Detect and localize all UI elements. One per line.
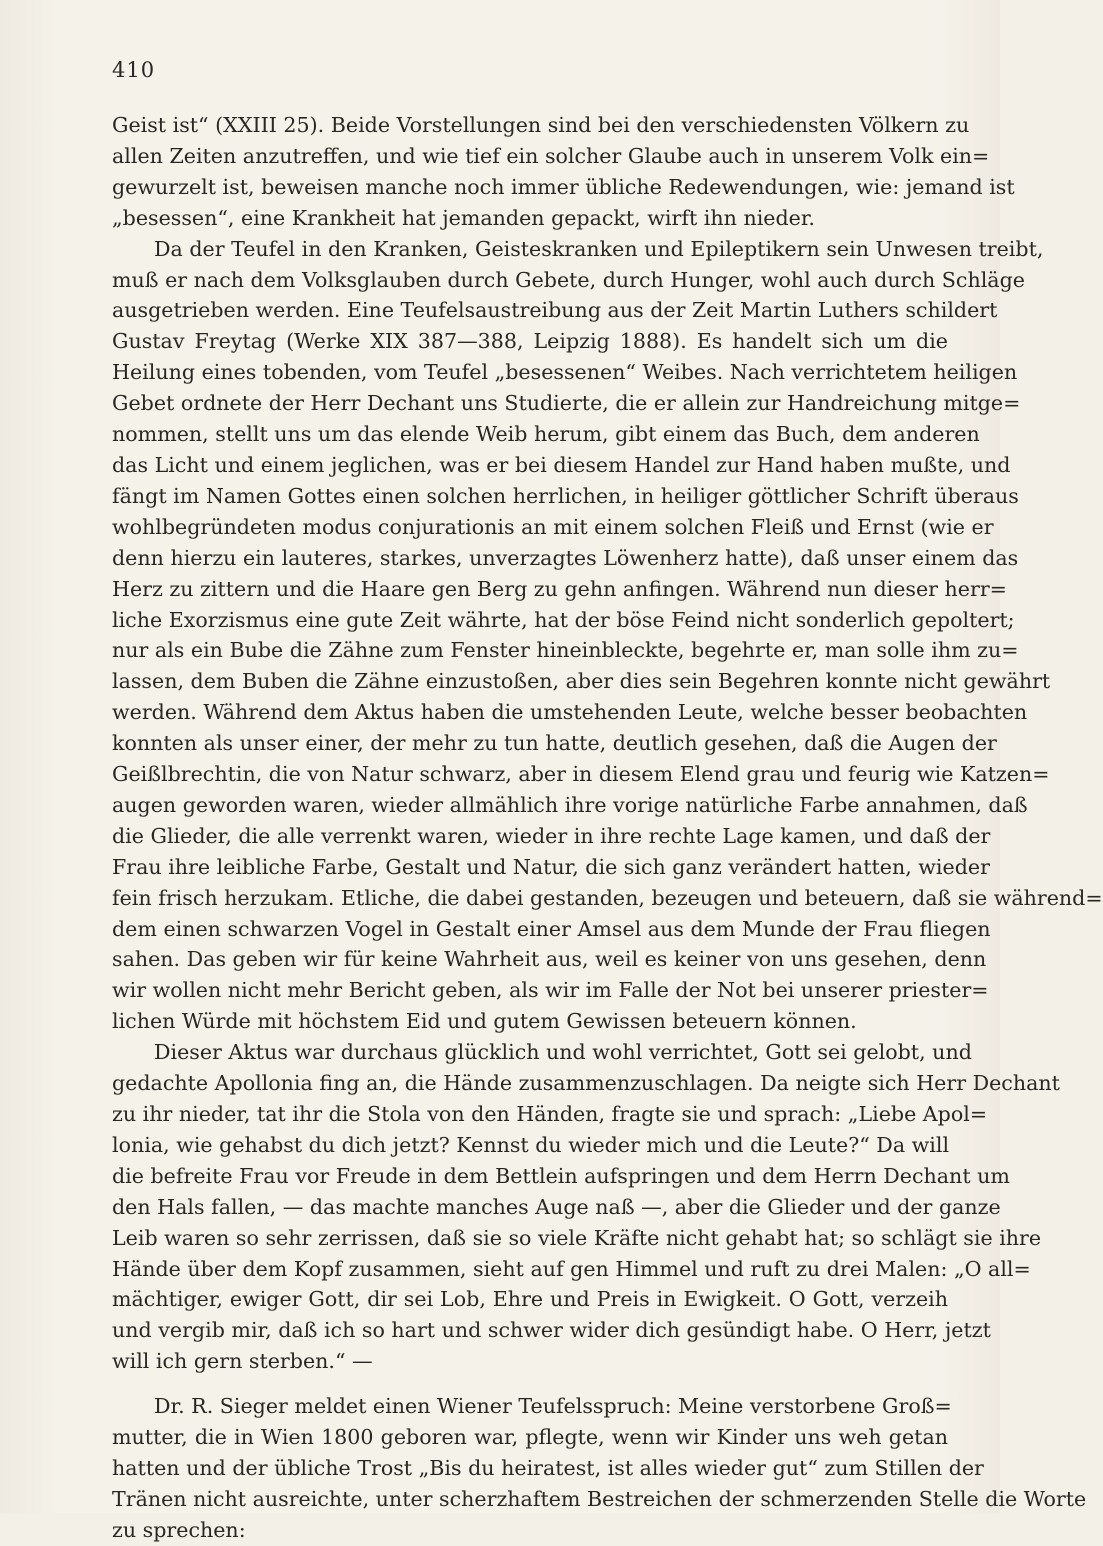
text-line: Tränen nicht ausreichte, unter scherzhaftem Bestreichen der schmerzenden Stelle die Worte (112, 1486, 1087, 1511)
text-line: konnten als unser einer, der mehr zu tun hatte, deutlich gesehen, daß die Augen der (112, 731, 997, 756)
text-line: hatten und der übliche Trost „Bis du heiratest, ist alles wieder gut“ zum Stillen der (112, 1455, 984, 1480)
text-line: Hände über dem Kopf zusammen, sieht auf gen Himmel und ruft zu drei Malen: „O all= (112, 1256, 1031, 1281)
text-line: gewurzelt ist, beweisen manche noch immer übliche Redewendungen, wie: jemand ist (112, 174, 1015, 199)
text-line: fein frisch herzukam. Etliche, die dabei gestanden, bezeugen und beteuern, daß sie während= (112, 885, 1103, 910)
text-line: die befreite Frau vor Freude in dem Bettlein aufspringen und dem Herrn Dechant um (112, 1163, 1010, 1188)
text-line: mutter, die in Wien 1800 geboren war, pflegte, wenn wir Kinder uns weh getan (112, 1425, 948, 1450)
text-line: Leib waren so sehr zerrissen, daß sie so viele Kräfte nicht gehabt hat; so schlägt sie ihre (112, 1225, 1042, 1250)
text-line: dem einen schwarzen Vogel in Gestalt einer Amsel aus dem Munde der Frau fliegen (112, 916, 991, 941)
text-line: Gebet ordnete der Herr Dechant uns Studierte, die er allein zur Handreichung mitge= (112, 391, 1021, 416)
text-line: Dieser Aktus war durchaus glücklich und wohl verrichtet, Gott sei gelobt, und (154, 1040, 972, 1065)
text-line: augen geworden waren, wieder allmählich ihre vorige natürliche Farbe annahmen, daß (112, 792, 1028, 817)
text-line: wir wollen nicht mehr Bericht geben, als wir im Falle der Not bei unserer priester= (112, 978, 989, 1003)
text-line: wohlbegründeten modus conjurationis an mit einem solchen Fleiß und Ernst (wie er (112, 514, 994, 539)
text-line: Frau ihre leibliche Farbe, Gestalt und Natur, die sich ganz verändert hatten, wieder (112, 854, 990, 879)
text-line: Geißlbrechtin, die von Natur schwarz, aber in diesem Elend grau und feurig wie Katzen= (112, 762, 1050, 787)
text-line: lassen, dem Buben die Zähne einzustoßen, aber dies sein Begehren konnte nicht gewährt (112, 669, 1051, 694)
body-text (112, 110, 1103, 1546)
text-line: werden. Während dem Aktus haben die umstehenden Leute, welche besser beobachten (112, 700, 1028, 725)
paragraph (112, 1037, 1060, 1377)
text-line: lonia, wie gehabst du dich jetzt? Kennst du wieder mich und die Leute?“ Da will (112, 1132, 950, 1157)
text-line: nur als ein Bube die Zähne zum Fenster hineinbleckte, begehrte er, man solle ihm zu= (112, 638, 1019, 663)
text-line: lichen Würde mit höchstem Eid und gutem Gewissen beteuern können. (112, 1009, 857, 1034)
text-line: Geist ist“ (XXIII 25). Beide Vorstellungen sind bei den verschiedensten Völkern zu (112, 113, 970, 137)
text-line: nommen, stellt uns um das elende Weib herum, gibt einem das Buch, dem anderen (112, 422, 980, 447)
text-line: mächtiger, ewiger Gott, dir sei Lob, Ehre und Preis in Ewigkeit. O Gott, verzeih (112, 1287, 948, 1312)
page-number: 410 (112, 58, 156, 82)
text-line: Gustav Freytag (Werke XIX 387—388, Leipzig 1888). Es handelt sich um die (112, 329, 948, 354)
text-line: gedachte Apollonia fing an, die Hände zusammenzuschlagen. Da neigte sich Herr Dechant (112, 1071, 1060, 1096)
text-line: Herz zu zittern und die Haare gen Berg zu gehn anfingen. Während nun dieser herr= (112, 576, 1007, 601)
text-line: allen Zeiten anzutreffen, und wie tief ein solcher Glaube auch in unserem Volk ein= (112, 143, 990, 168)
text-line: „besessen“, eine Krankheit hat jemanden gepackt, wirft ihn nieder. (112, 205, 815, 230)
text-line: Heilung eines tobenden, vom Teufel „besessenen“ Weibes. Nach verrichtetem heiligen (112, 360, 1018, 385)
text-line: Dr. R. Sieger meldet einen Wiener Teufelsspruch: Meine verstorbene Groß= (154, 1394, 952, 1419)
text-line: das Licht und einem jeglichen, was er bei diesem Handel zur Hand haben mußte, und (112, 452, 1011, 477)
text-line: denn hierzu ein lauteres, starkes, unverzagtes Löwenherz hatte), daß unser einem das (112, 545, 1019, 570)
text-line: zu sprechen: (112, 1517, 246, 1542)
paragraph (112, 1391, 1087, 1546)
text-line: die Glieder, die alle verrenkt waren, wieder in ihre rechte Lage kamen, und daß der (112, 823, 991, 848)
text-line: den Hals fallen, — das machte manches Auge naß —, aber die Glieder und der ganze (112, 1194, 1001, 1219)
text-line: muß er nach dem Volksglauben durch Gebete, durch Hunger, wohl auch durch Schläge (112, 267, 1025, 292)
text-line: ausgetrieben werden. Eine Teufelsaustreibung aus der Zeit Martin Luthers schildert (112, 298, 998, 323)
paragraph (112, 234, 1103, 1038)
paragraph (112, 110, 1015, 234)
text-line: will ich gern sterben.“ — (112, 1349, 373, 1374)
text-line: zu ihr nieder, tat ihr die Stola von den Händen, fragte sie und sprach: „Liebe Apol= (112, 1102, 988, 1126)
text-line: Da der Teufel in den Kranken, Geisteskranken und Epileptikern sein Unwesen treibt, (154, 236, 1044, 261)
text-line: liche Exorzismus eine gute Zeit währte, hat der böse Feind nicht sonderlich gepoltert; (112, 607, 1015, 632)
text-line: sahen. Das geben wir für keine Wahrheit aus, weil es keiner von uns gesehen, denn (112, 947, 987, 972)
text-line: fängt im Namen Gottes einen solchen herrlichen, in heiliger göttlicher Schrift überaus (112, 483, 1019, 508)
text-line: und vergib mir, daß ich so hart und schwer wider dich gesündigt habe. O Herr, jetzt (112, 1318, 991, 1343)
